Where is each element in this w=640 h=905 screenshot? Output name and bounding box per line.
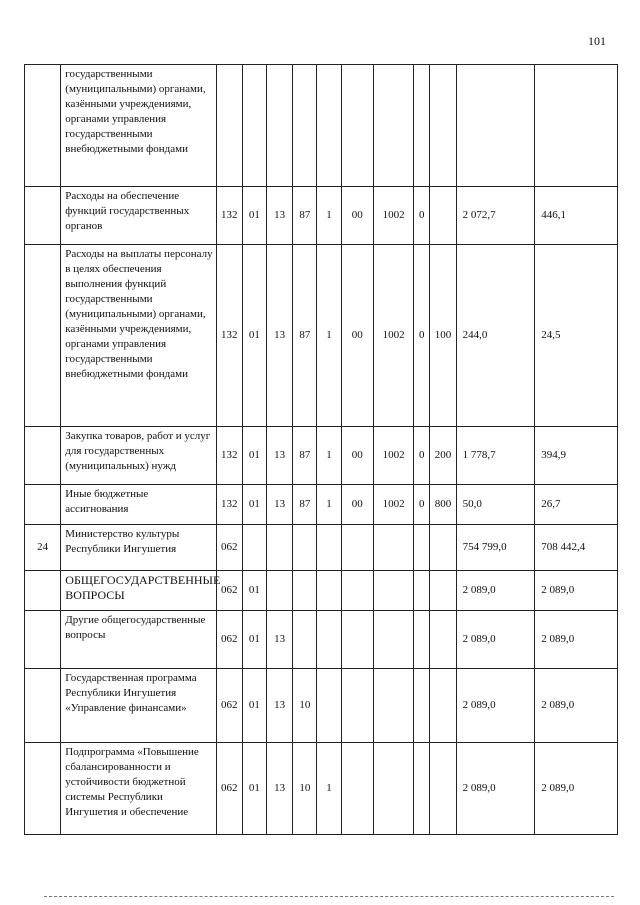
code-event	[341, 669, 373, 743]
code-program	[293, 571, 317, 611]
code-subsection	[267, 571, 293, 611]
code-ministry: 132	[216, 485, 242, 525]
row-number	[25, 611, 61, 669]
code-suffix: 0	[414, 485, 430, 525]
code-program: 87	[293, 427, 317, 485]
code-ministry: 132	[216, 187, 242, 245]
amount-planned: 2 089,0	[456, 611, 535, 669]
code-expense-type	[430, 669, 456, 743]
amount-executed: 2 089,0	[535, 611, 618, 669]
row-name: Иные бюджетные ассигнования	[61, 485, 216, 525]
code-suffix: 0	[414, 187, 430, 245]
code-section: 01	[242, 187, 266, 245]
row-name: Расходы на обеспечение функций государственных органов	[61, 187, 216, 245]
code-direction	[373, 611, 413, 669]
footer-rule	[44, 896, 614, 897]
code-section: 01	[242, 611, 266, 669]
code-section: 01	[242, 427, 266, 485]
row-number	[25, 743, 61, 835]
table-row	[25, 669, 618, 743]
code-section: 01	[242, 485, 266, 525]
code-event	[341, 571, 373, 611]
code-expense-type	[430, 525, 456, 571]
code-subsection: 13	[267, 485, 293, 525]
amount-planned: 244,0	[456, 245, 535, 427]
code-event: 00	[341, 245, 373, 427]
row-name: Закупка товаров, работ и услуг для государственных (муниципальных) нужд	[61, 427, 216, 485]
code-program: 10	[293, 669, 317, 743]
code-subprogram: 1	[317, 743, 341, 835]
amount-executed	[535, 65, 618, 187]
code-ministry: 062	[216, 743, 242, 835]
table-row	[25, 427, 618, 485]
amount-planned: 2 089,0	[456, 743, 535, 835]
code-direction	[373, 669, 413, 743]
amount-executed: 2 089,0	[535, 743, 618, 835]
code-ministry: 062	[216, 669, 242, 743]
code-subsection: 13	[267, 427, 293, 485]
code-event	[341, 65, 373, 187]
amount-executed: 26,7	[535, 485, 618, 525]
code-direction	[373, 743, 413, 835]
code-direction: 1002	[373, 485, 413, 525]
code-event: 00	[341, 485, 373, 525]
table-row	[25, 485, 618, 525]
code-subsection: 13	[267, 245, 293, 427]
code-program	[293, 525, 317, 571]
row-name: Государственная программа Республики Ингушетия «Управление финансами»	[61, 669, 216, 743]
code-event	[341, 525, 373, 571]
code-subsection: 13	[267, 611, 293, 669]
code-event	[341, 611, 373, 669]
row-number	[25, 669, 61, 743]
code-section	[242, 65, 266, 187]
code-event: 00	[341, 187, 373, 245]
code-program	[293, 611, 317, 669]
table-row	[25, 525, 618, 571]
code-program: 87	[293, 187, 317, 245]
code-direction	[373, 525, 413, 571]
row-number	[25, 65, 61, 187]
code-subprogram: 1	[317, 187, 341, 245]
code-section: 01	[242, 245, 266, 427]
amount-executed: 2 089,0	[535, 571, 618, 611]
row-number	[25, 187, 61, 245]
row-name: государственными (муниципальными) органами, казёнными учреждениями, органами управления государственными внебюджетными фондами	[61, 65, 216, 187]
code-event	[341, 743, 373, 835]
table-row	[25, 743, 618, 835]
code-section	[242, 525, 266, 571]
code-section: 01	[242, 669, 266, 743]
amount-planned	[456, 65, 535, 187]
code-direction: 1002	[373, 427, 413, 485]
row-name: ОБЩЕГОСУДАРСТВЕННЫЕ ВОПРОСЫ	[61, 571, 216, 611]
code-expense-type	[430, 65, 456, 187]
code-ministry: 062	[216, 571, 242, 611]
amount-executed: 708 442,4	[535, 525, 618, 571]
code-expense-type: 800	[430, 485, 456, 525]
amount-executed: 24,5	[535, 245, 618, 427]
code-expense-type	[430, 743, 456, 835]
table-row	[25, 245, 618, 427]
budget-table	[24, 64, 618, 835]
amount-executed: 394,9	[535, 427, 618, 485]
code-program: 10	[293, 743, 317, 835]
code-subprogram: 1	[317, 427, 341, 485]
code-section: 01	[242, 743, 266, 835]
amount-planned: 2 089,0	[456, 571, 535, 611]
code-subprogram	[317, 669, 341, 743]
code-direction: 1002	[373, 245, 413, 427]
code-subsection: 13	[267, 669, 293, 743]
amount-planned: 2 072,7	[456, 187, 535, 245]
amount-planned: 2 089,0	[456, 669, 535, 743]
code-ministry: 062	[216, 525, 242, 571]
row-name: Министерство культуры Республики Ингушетия	[61, 525, 216, 571]
code-direction	[373, 571, 413, 611]
code-suffix	[414, 525, 430, 571]
code-subprogram	[317, 571, 341, 611]
code-subprogram: 1	[317, 245, 341, 427]
amount-planned: 1 778,7	[456, 427, 535, 485]
code-ministry	[216, 65, 242, 187]
row-name: Подпрограмма «Повышение сбалансированности и устойчивости бюджетной системы Республики Ингушетия и обеспечение	[61, 743, 216, 835]
amount-planned: 50,0	[456, 485, 535, 525]
code-expense-type: 100	[430, 245, 456, 427]
code-expense-type: 200	[430, 427, 456, 485]
code-suffix	[414, 65, 430, 187]
row-number	[25, 571, 61, 611]
code-program	[293, 65, 317, 187]
code-ministry: 132	[216, 427, 242, 485]
code-suffix	[414, 571, 430, 611]
code-subprogram	[317, 611, 341, 669]
amount-planned: 754 799,0	[456, 525, 535, 571]
code-expense-type	[430, 611, 456, 669]
code-event: 00	[341, 427, 373, 485]
code-subprogram: 1	[317, 485, 341, 525]
row-number	[25, 485, 61, 525]
table-row	[25, 571, 618, 611]
row-number: 24	[25, 525, 61, 571]
code-suffix: 0	[414, 427, 430, 485]
table-row	[25, 65, 618, 187]
code-suffix	[414, 743, 430, 835]
row-number	[25, 427, 61, 485]
code-suffix	[414, 611, 430, 669]
amount-executed: 446,1	[535, 187, 618, 245]
page-number: 101	[588, 34, 606, 48]
code-subsection	[267, 65, 293, 187]
code-subsection: 13	[267, 743, 293, 835]
row-name: Другие общегосударственные вопросы	[61, 611, 216, 669]
code-ministry: 062	[216, 611, 242, 669]
amount-executed: 2 089,0	[535, 669, 618, 743]
code-subsection	[267, 525, 293, 571]
code-ministry: 132	[216, 245, 242, 427]
row-name: Расходы на выплаты персоналу в целях обеспечения выполнения функций государственными (муниципальными) органами, казёнными учреждениями, органами управления государственными внебюджетными фондами	[61, 245, 216, 427]
code-suffix	[414, 669, 430, 743]
code-subprogram	[317, 525, 341, 571]
row-number	[25, 245, 61, 427]
code-direction	[373, 65, 413, 187]
code-section: 01	[242, 571, 266, 611]
code-expense-type	[430, 187, 456, 245]
code-expense-type	[430, 571, 456, 611]
table-row	[25, 611, 618, 669]
table-row	[25, 187, 618, 245]
code-subsection: 13	[267, 187, 293, 245]
code-program: 87	[293, 485, 317, 525]
code-program: 87	[293, 245, 317, 427]
code-direction: 1002	[373, 187, 413, 245]
code-suffix: 0	[414, 245, 430, 427]
code-subprogram	[317, 65, 341, 187]
